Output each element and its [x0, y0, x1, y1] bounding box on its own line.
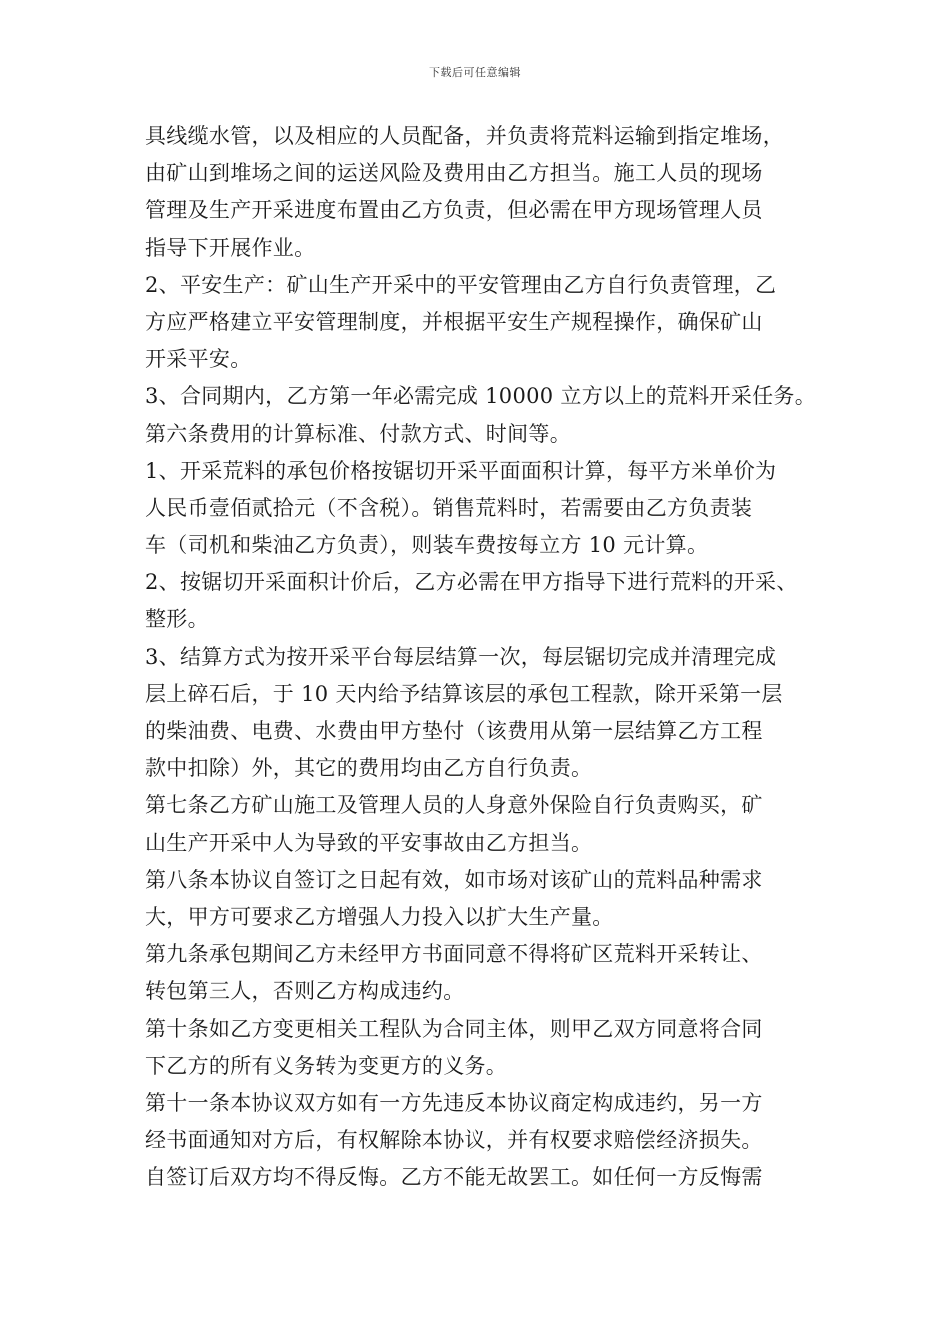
text-line: 第十一条本协议双方如有一方先违反本协议商定构成违约，另一方 [145, 1090, 763, 1115]
text-line: 2、平安生产：矿山生产开采中的平安管理由乙方自行负责管理，乙 [145, 272, 777, 297]
text-line: 第十条如乙方变更相关工程队为合同主体，则甲乙双方同意将合同 [145, 1016, 763, 1041]
text-line: 开采平安。 [145, 347, 252, 372]
text-line: 人民币壹佰贰拾元（不含税）。销售荒料时，若需要由乙方负责装 [145, 495, 753, 520]
text-line: 自签订后双方均不得反悔。乙方不能无故罢工。如任何一方反悔需 [145, 1165, 763, 1190]
text-line: 1、开采荒料的承包价格按锯切开采平面面积计算，每平方米单价为 [145, 458, 777, 483]
text-line: 山生产开采中人为导致的平安事故由乙方担当。 [145, 830, 593, 855]
text-line: 方应严格建立平安管理制度，并根据平安生产规程操作，确保矿山 [145, 309, 763, 334]
text-line: 第六条费用的计算标准、付款方式、时间等。 [145, 421, 571, 446]
text-line: 3、结算方式为按开采平台每层结算一次，每层锯切完成并清理完成 [145, 644, 777, 669]
text-line: 指导下开展作业。 [145, 235, 316, 260]
text-line: 经书面通知对方后，有权解除本协议，并有权要求赔偿经济损失。 [145, 1128, 763, 1153]
text-line: 第八条本协议自签订之日起有效，如市场对该矿山的荒料品种需求 [145, 867, 763, 892]
text-line: 整形。 [145, 607, 209, 632]
text-line: 3、合同期内，乙方第一年必需完成 10000 立方以上的荒料开采任务。 [145, 384, 817, 409]
text-line: 由矿山到堆场之间的运送风险及费用由乙方担当。施工人员的现场 [145, 161, 763, 186]
text-line: 2、按锯切开采面积计价后，乙方必需在甲方指导下进行荒料的开采、 [145, 570, 798, 595]
text-line: 款中扣除）外，其它的费用均由乙方自行负责。 [145, 756, 593, 781]
text-line: 管理及生产开采进度布置由乙方负责，但必需在甲方现场管理人员 [145, 198, 763, 223]
text-line: 的柴油费、电费、水费由甲方垫付（该费用从第一层结算乙方工程 [145, 719, 763, 743]
text-line: 下乙方的所有义务转为变更方的义务。 [145, 1053, 508, 1078]
text-line: 第七条乙方矿山施工及管理人员的人身意外保险自行负责购买，矿 [145, 793, 763, 818]
text-line: 转包第三人，否则乙方构成违约。 [145, 979, 465, 1004]
text-line: 具线缆水管，以及相应的人员配备，并负责将荒料运输到指定堆场， [145, 124, 784, 148]
text-line: 大，甲方可要求乙方增强人力投入以扩大生产量。 [145, 904, 614, 929]
document-body [145, 118, 825, 1196]
text-line: 车（司机和柴油乙方负责），则装车费按每立方 10 元计算。 [145, 533, 709, 558]
text-line: 第九条承包期间乙方未经甲方书面同意不得将矿区荒料开采转让、 [145, 942, 763, 967]
page-header: 下载后可任意编辑 [429, 66, 521, 79]
text-line: 层上碎石后，于 10 天内给予结算该层的承包工程款，除开采第一层 [145, 681, 783, 706]
